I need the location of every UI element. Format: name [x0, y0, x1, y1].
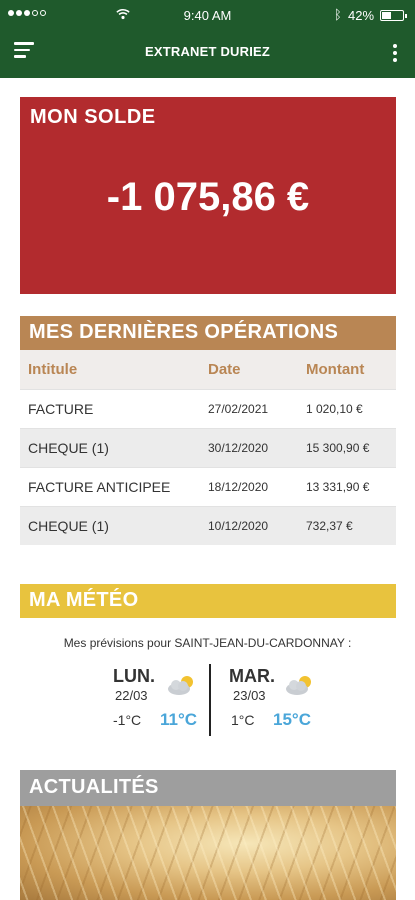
forecast-day-name: MAR.: [229, 666, 275, 686]
battery-percent: 42%: [348, 8, 375, 23]
operation-label: CHEQUE (1): [20, 428, 200, 467]
news-image-wheat[interactable]: [20, 806, 396, 900]
battery-icon: [380, 10, 404, 21]
news-header: ACTUALITÉS: [20, 770, 396, 806]
forecast-location-text: Mes prévisions pour SAINT-JEAN-DU-CARDONNAY :: [63, 636, 352, 650]
balance-amount: -1 075,86 €: [106, 175, 310, 219]
operation-date: 10/12/2020: [200, 506, 298, 545]
table-row[interactable]: [20, 506, 396, 545]
column-header-date: Date: [200, 350, 298, 389]
forecast-max-temp: 11°C: [160, 710, 198, 729]
operation-amount: 15 300,90 €: [298, 428, 396, 467]
partly-cloudy-icon: [283, 674, 315, 696]
forecast-day-date: 23/03: [233, 688, 266, 703]
status-bar: [0, 0, 415, 30]
operation-amount: 732,37 €: [298, 506, 396, 545]
partly-cloudy-icon: [165, 674, 197, 696]
operation-label: CHEQUE (1): [20, 506, 200, 545]
operations-table: [20, 350, 396, 545]
operations-header: MES DERNIÈRES OPÉRATIONS: [20, 316, 396, 350]
balance-label: MON SOLDE: [30, 106, 156, 128]
forecast-divider: [209, 664, 211, 736]
clock: 9:40 AM: [183, 8, 232, 23]
app-title: EXTRANET DURIEZ: [144, 44, 271, 59]
forecast-max-temp: 15°C: [273, 710, 311, 729]
app-bar: [0, 30, 415, 78]
weather-header: MA MÉTÉO: [20, 584, 396, 618]
forecast-min-temp: 1°C: [231, 712, 255, 728]
more-options-icon[interactable]: [393, 44, 397, 65]
table-row[interactable]: [20, 467, 396, 506]
operation-label: FACTURE ANTICIPEE: [20, 467, 200, 506]
forecast-day-name: LUN.: [113, 666, 155, 686]
column-header-amount: Montant: [298, 350, 396, 389]
table-header-row: [20, 350, 396, 389]
balance-card[interactable]: [20, 97, 396, 294]
forecast-min-temp: -1°C: [113, 712, 142, 728]
column-header-label: Intitule: [20, 350, 200, 389]
operation-label: FACTURE: [20, 389, 200, 428]
operation-amount: 13 331,90 €: [298, 467, 396, 506]
bluetooth-icon: ᛒ: [334, 7, 342, 22]
forecast-day-date: 22/03: [115, 688, 148, 703]
operation-date: 30/12/2020: [200, 428, 298, 467]
operation-amount: 1 020,10 €: [298, 389, 396, 428]
operation-date: 27/02/2021: [200, 389, 298, 428]
table-row[interactable]: [20, 428, 396, 467]
table-row[interactable]: [20, 389, 396, 428]
operation-date: 18/12/2020: [200, 467, 298, 506]
